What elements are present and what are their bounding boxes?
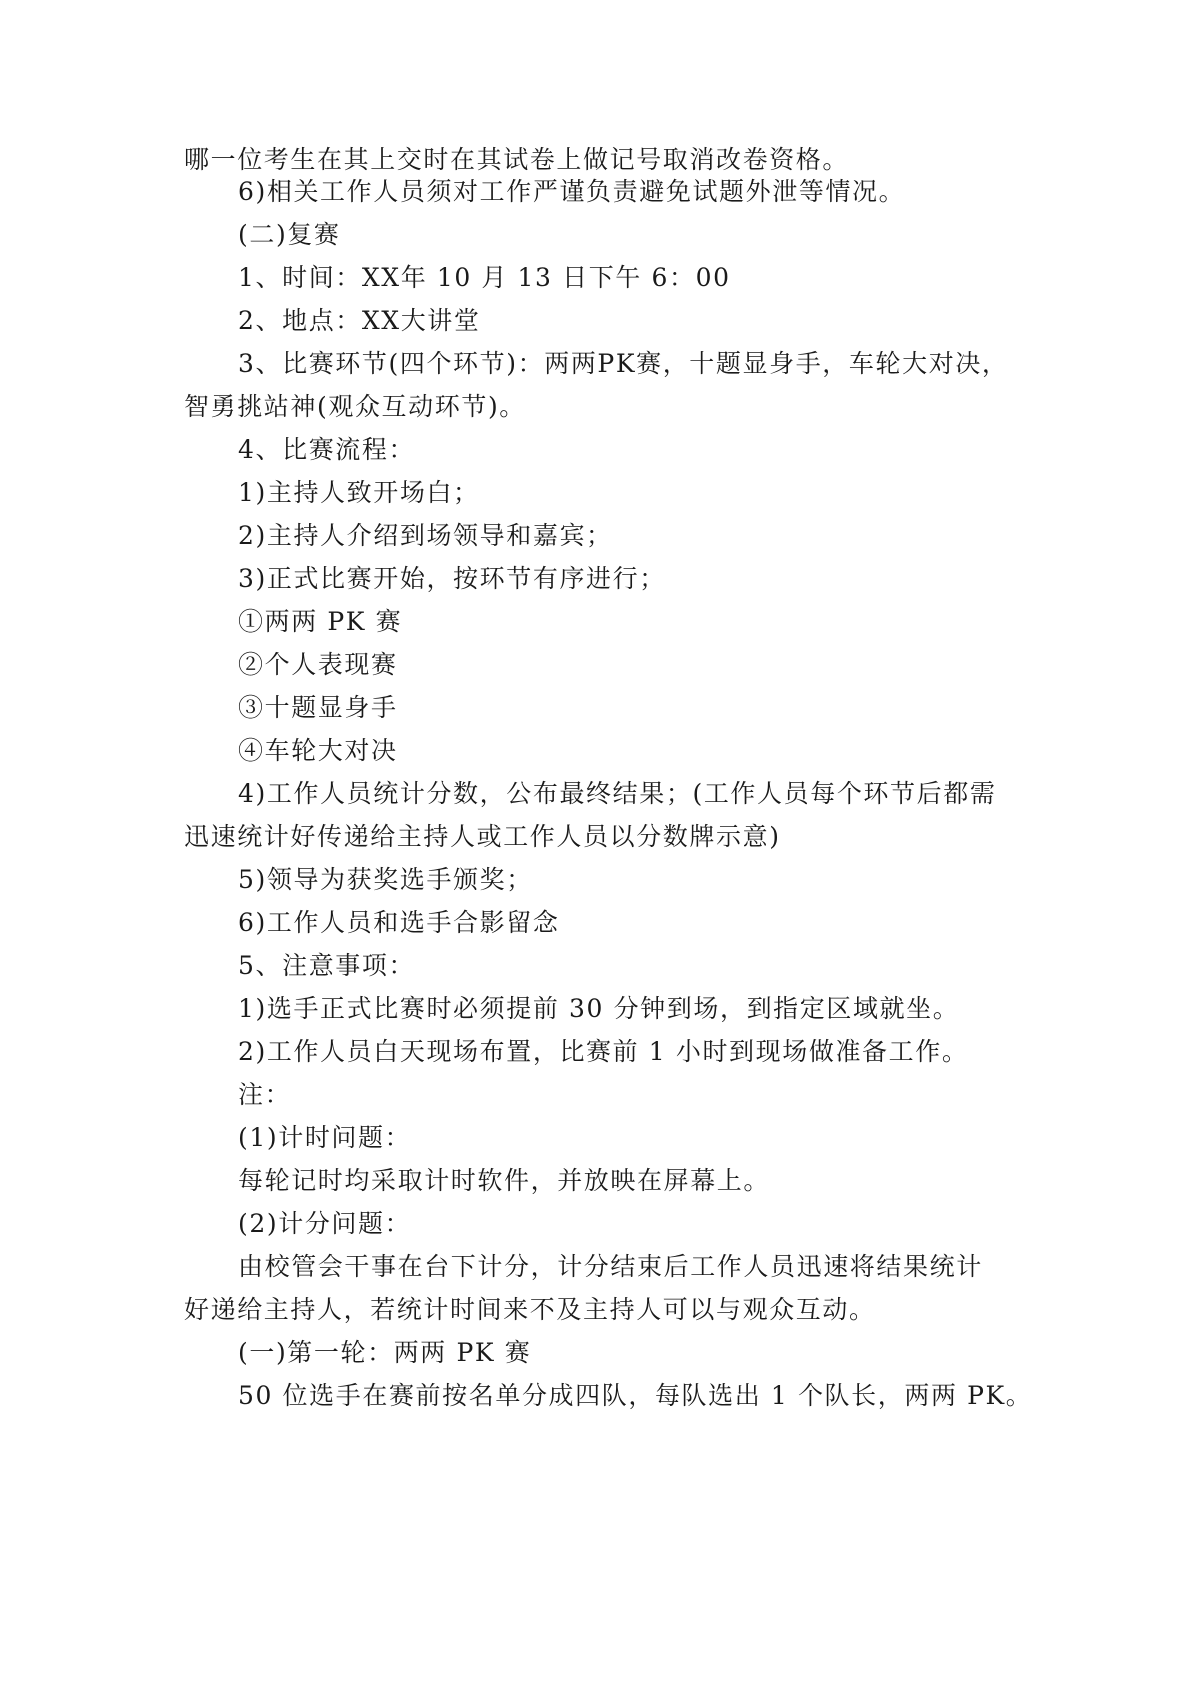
section-heading: (二)复赛 bbox=[238, 220, 341, 249]
text-line: 50 位选手在赛前按名单分成四队，每队选出 1 个队长，两两 PK。 bbox=[238, 1381, 1033, 1410]
text-line: 注： bbox=[238, 1080, 292, 1109]
text-line: (1)计时问题： bbox=[238, 1123, 412, 1152]
text-line: 由校管会干事在台下计分，计分结束后工作人员迅速将结果统计 bbox=[238, 1252, 983, 1281]
list-item: 6)工作人员和选手合影留念 bbox=[238, 908, 560, 937]
text-line: 6)相关工作人员须对工作严谨负责避免试题外泄等情况。 bbox=[238, 177, 906, 206]
list-item: ②个人表现赛 bbox=[238, 650, 398, 679]
text-line: 好递给主持人，若统计时间来不及主持人可以与观众互动。 bbox=[184, 1295, 876, 1324]
text-line: 5、注意事项： bbox=[238, 951, 416, 980]
list-item: ①两两 PK 赛 bbox=[238, 607, 403, 636]
text-line: 哪一位考生在其上交时在其试卷上做记号取消改卷资格。 bbox=[184, 145, 850, 174]
list-item: 2)工作人员白天现场布置，比赛前 1 小时到现场做准备工作。 bbox=[238, 1037, 969, 1066]
text-line: 每轮记时均采取计时软件，并放映在屏幕上。 bbox=[238, 1166, 771, 1195]
list-item: 2)主持人介绍到场领导和嘉宾； bbox=[238, 521, 613, 550]
text-line: 1、时间：XX年 10 月 13 日下午 6：00 bbox=[238, 263, 731, 292]
list-item: 5)领导为获奖选手颁奖； bbox=[238, 865, 533, 894]
text-line: 4、比赛流程： bbox=[238, 435, 416, 464]
section-heading: (一)第一轮：两两 PK 赛 bbox=[238, 1338, 532, 1367]
list-item: 4)工作人员统计分数，公布最终结果；(工作人员每个环节后都需 bbox=[238, 779, 997, 808]
list-item: ④车轮大对决 bbox=[238, 736, 398, 765]
text-line: (2)计分问题： bbox=[238, 1209, 412, 1238]
list-item: 3)正式比赛开始，按环节有序进行； bbox=[238, 564, 666, 593]
text-line: 迅速统计好传递给主持人或工作人员以分数牌示意) bbox=[184, 822, 781, 851]
text-line: 2、地点：XX大讲堂 bbox=[238, 306, 481, 335]
list-item: 1)选手正式比赛时必须提前 30 分钟到场，到指定区域就坐。 bbox=[238, 994, 960, 1023]
list-item: ③十题显身手 bbox=[238, 693, 398, 722]
text-line: 3、比赛环节(四个环节)：两两PK赛，十题显身手，车轮大对决， bbox=[238, 349, 1009, 378]
text-line: 智勇挑站神(观众互动环节)。 bbox=[184, 392, 526, 421]
list-item: 1)主持人致开场白； bbox=[238, 478, 480, 507]
